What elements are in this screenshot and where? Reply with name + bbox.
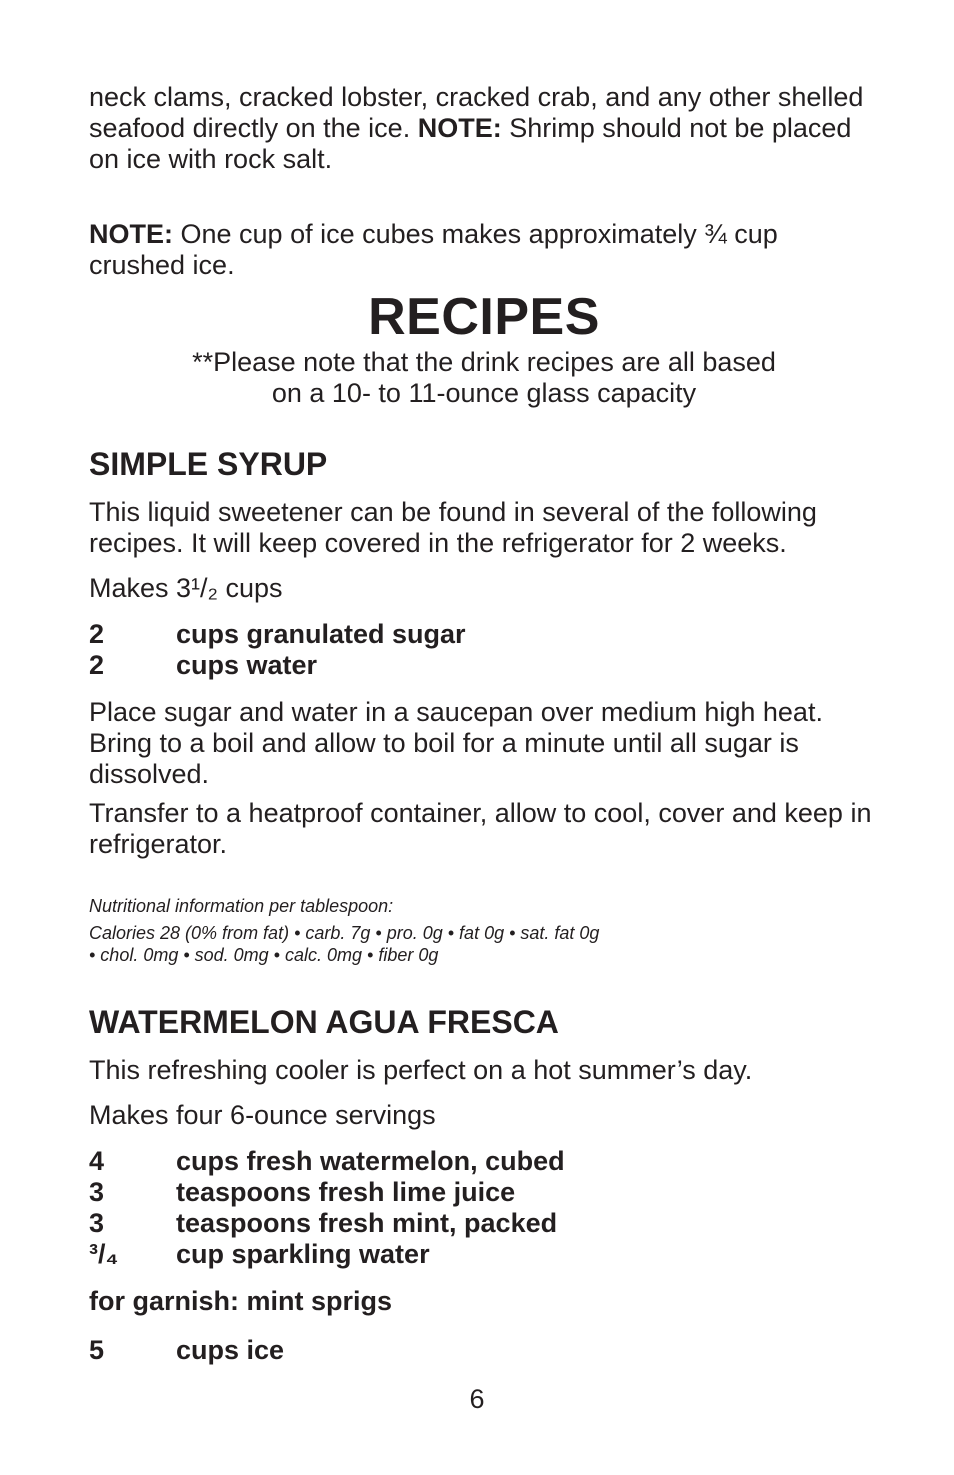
nutrition-line: • chol. 0mg • sod. 0mg • calc. 0mg • fiber 0g [89, 945, 439, 965]
recipe-watermelon-agua-fresca [89, 1004, 879, 1366]
nutrition-line: Calories 28 (0% from fat) • carb. 7g • pro. 0g • fat 0g • sat. fat 0g [89, 923, 600, 943]
ingredient-name: cups granulated sugar [176, 619, 466, 649]
ingredient-item [89, 619, 879, 650]
recipe-simple-syrup [89, 446, 879, 966]
ingredient-item [89, 1239, 879, 1270]
ingredient-item [89, 1208, 879, 1239]
ice-note-label: NOTE: [89, 219, 173, 249]
intro-note-label: NOTE: [417, 113, 502, 143]
ingredient-quantity: 5 [89, 1335, 105, 1365]
recipes-subnote-line2: on a 10- to 11-ounce glass capacity [271, 378, 697, 408]
recipe-description: This refreshing cooler is perfect on a hot summer’s day. [89, 1055, 753, 1085]
ingredient-quantity: 4 [89, 1146, 105, 1176]
ingredient-quantity: ³/₄ [89, 1239, 119, 1269]
ingredient-name: teaspoons fresh lime juice [176, 1177, 516, 1207]
manual-page-content [89, 82, 879, 1382]
recipe-yield: Makes 3¹/₂ cups [89, 573, 283, 603]
recipe-title: SIMPLE SYRUP [89, 446, 328, 482]
recipe-yield: Makes four 6-ounce servings [89, 1100, 436, 1130]
ingredient-list [89, 1146, 879, 1270]
ingredient-item [89, 650, 879, 681]
ingredient-quantity: 3 [89, 1208, 105, 1238]
recipe-step: Place sugar and water in a saucepan over medium high heat. Bring to a boil and allow to boil for a minute until all sugar is dissolved. [89, 697, 823, 789]
ice-note-paragraph [89, 219, 879, 281]
recipe-title: WATERMELON AGUA FRESCA [89, 1004, 559, 1040]
ingredient-list [89, 619, 879, 681]
recipe-step: Transfer to a heatproof container, allow to cool, cover and keep in refrigerator. [89, 798, 872, 859]
garnish-line: for garnish: mint sprigs [89, 1286, 393, 1316]
ingredient-name: cup sparkling water [176, 1239, 430, 1269]
page-number: 6 [469, 1384, 485, 1414]
ingredient-name: cups fresh watermelon, cubed [176, 1146, 565, 1176]
ingredient-quantity: 2 [89, 619, 105, 649]
recipes-subnote-line1: **Please note that the drink recipes are all based [192, 347, 776, 377]
nutrition-facts [89, 922, 879, 966]
nutrition-heading: Nutritional information per tablespoon: [89, 896, 394, 916]
ingredient-name: teaspoons fresh mint, packed [176, 1208, 558, 1238]
ingredient-quantity: 3 [89, 1177, 105, 1207]
ingredient-name: cups water [176, 650, 318, 680]
ingredient-item [89, 1177, 879, 1208]
ingredient-quantity: 2 [89, 650, 105, 680]
ingredient-item [89, 1335, 879, 1366]
ice-ingredient-list [89, 1335, 879, 1366]
ice-note-text: One cup of ice cubes makes approximately ¾ cup crushed ice. [89, 219, 778, 280]
recipes-heading: RECIPES [368, 288, 600, 346]
intro-paragraph [89, 82, 879, 175]
intro-note-text: Shrimp should not be placed on ice with rock salt. [89, 113, 852, 174]
ingredient-item [89, 1146, 879, 1177]
recipe-description: This liquid sweetener can be found in several of the following recipes. It will keep covered in the refrigerator for 2 weeks. [89, 497, 817, 558]
ingredient-name: cups ice [176, 1335, 285, 1365]
recipes-subnote [89, 347, 879, 409]
intro-lead: neck clams, cracked lobster, cracked crab, and any other shelled seafood directly on the ice. [89, 82, 864, 143]
